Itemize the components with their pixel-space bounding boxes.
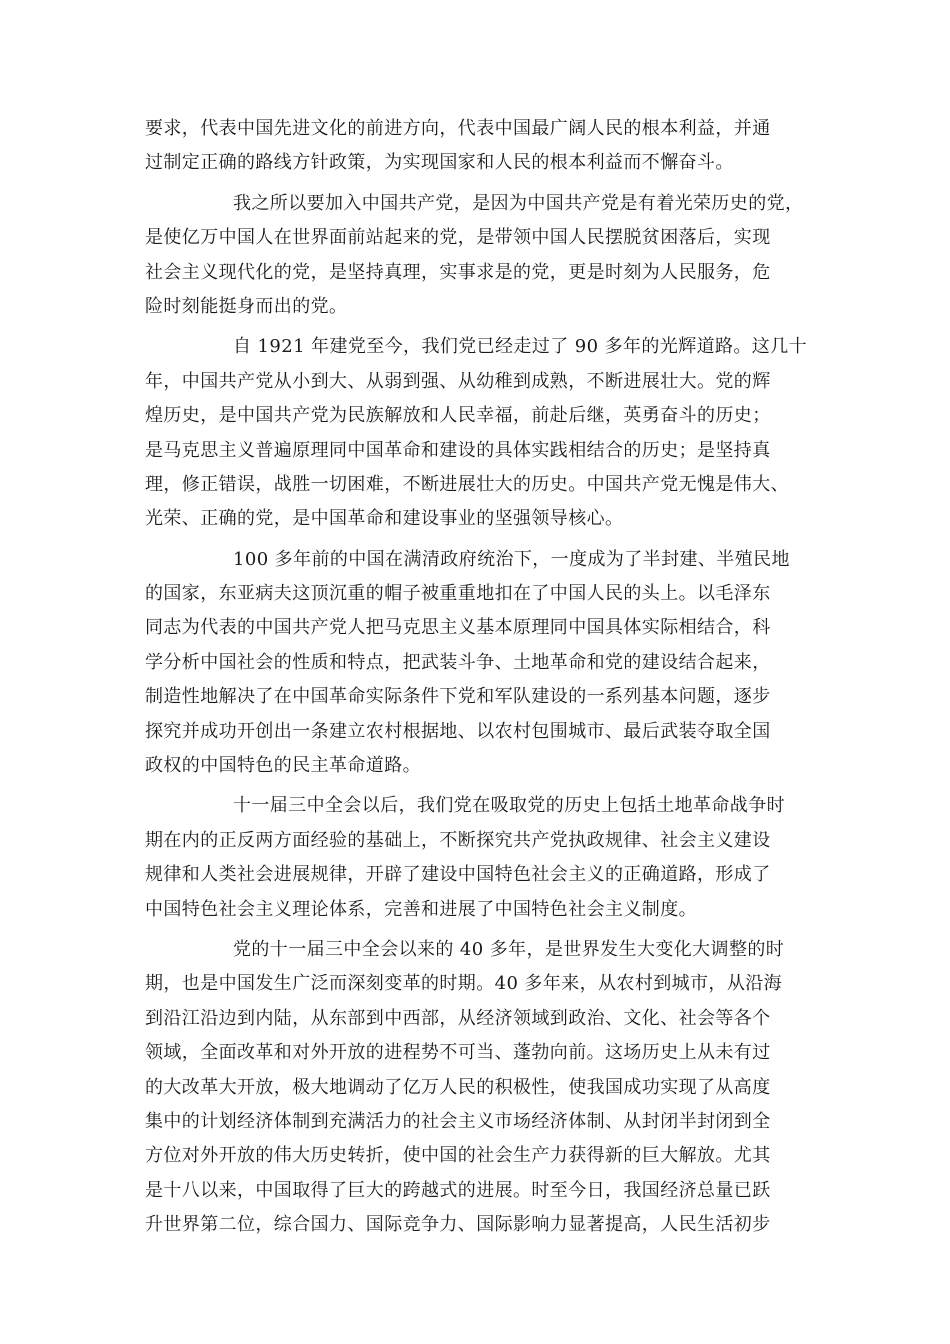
text-line: 学分析中国社会的性质和特点，把武装斗争、土地革命和党的建设结合起来，	[145, 651, 771, 673]
text-line: 自 1921 年建党至今，我们党已经走过了 90 多年的光辉道路。这几十	[233, 336, 807, 358]
text-line: 党的十一届三中全会以来的 40 多年，是世界发生大变化大调整的时	[233, 938, 785, 960]
text-line: 中国特色社会主义理论体系，完善和进展了中国特色社会主义制度。	[145, 898, 697, 920]
paragraph-2	[145, 187, 815, 325]
paragraph-1	[145, 112, 815, 181]
text-line: 升世界第二位，综合国力、国际竞争力、国际影响力显著提高，人民生活初步	[145, 1214, 771, 1236]
text-line: 煌历史，是中国共产党为民族解放和人民幸福，前赴后继，英勇奋斗的历史；	[145, 405, 771, 427]
text-line: 100 多年前的中国在满清政府统治下，一度成为了半封建、半殖民地	[233, 548, 790, 570]
text-line: 的大改革大开放，极大地调动了亿万人民的积极性，使我国成功实现了从高度	[145, 1076, 771, 1098]
paragraph-5	[145, 789, 815, 927]
text-line: 过制定正确的路线方针政策，为实现国家和人民的根本利益而不懈奋斗。	[145, 152, 734, 174]
text-line: 期在内的正反两方面经验的基础上，不断探究共产党执政规律、社会主义建设	[145, 829, 771, 851]
text-line: 期，也是中国发生广泛而深刻变革的时期。40 多年来，从农村到城市，从沿海	[145, 973, 783, 995]
text-line: 到沿江沿边到内陆，从东部到中西部，从经济领域到政治、文化、社会等各个	[145, 1007, 771, 1029]
text-line: 是十八以来，中国取得了巨大的跨越式的进展。时至今日，我国经济总量已跃	[145, 1179, 771, 1201]
text-line: 集中的计划经济体制到充满活力的社会主义市场经济体制、从封闭半封闭到全	[145, 1110, 771, 1132]
text-line: 的国家，东亚病夫这顶沉重的帽子被重重地扣在了中国人民的头上。以毛泽东	[145, 583, 771, 605]
text-line: 方位对外开放的伟大历史转折，使中国的社会生产力获得新的巨大解放。尤其	[145, 1145, 771, 1167]
document-body	[145, 112, 815, 1243]
paragraph-3	[145, 330, 815, 536]
text-line: 是马克思主义普遍原理同中国革命和建设的具体实践相结合的历史；是坚持真	[145, 439, 771, 461]
text-line: 理，修正错误，战胜一切困难，不断进展壮大的历史。中国共产党无愧是伟大、	[145, 473, 789, 495]
text-line: 要求，代表中国先进文化的前进方向，代表中国最广阔人民的根本利益，并通	[145, 118, 771, 139]
text-line: 年，中国共产党从小到大、从弱到强、从幼稚到成熟，不断进展壮大。党的辉	[145, 370, 771, 392]
paragraph-4	[145, 543, 815, 784]
text-line: 险时刻能挺身而出的党。	[145, 295, 348, 317]
text-line: 十一届三中全会以后，我们党在吸取党的历史上包括土地革命战争时	[233, 795, 785, 817]
text-line: 政权的中国特色的民主革命道路。	[145, 755, 421, 777]
text-line: 光荣、正确的党，是中国革命和建设事业的坚强领导核心。	[145, 508, 624, 530]
text-line: 制造性地解决了在中国革命实际条件下党和军队建设的一系列基本问题，逐步	[145, 686, 771, 708]
text-line: 同志为代表的中国共产党人把马克思主义基本原理同中国具体实际相结合，科	[145, 617, 771, 639]
text-line: 是使亿万中国人在世界面前站起来的党，是带领中国人民摆脱贫困落后，实现	[145, 227, 771, 249]
text-line: 探究并成功开创出一条建立农村根据地、以农村包围城市、最后武装夺取全国	[145, 720, 771, 742]
text-line: 规律和人类社会进展规律，开辟了建设中国特色社会主义的正确道路，形成了	[145, 864, 771, 886]
text-line: 领域，全面改革和对外开放的进程势不可当、蓬勃向前。这场历史上从未有过	[145, 1042, 771, 1064]
text-line: 我之所以要加入中国共产党，是因为中国共产党是有着光荣历史的党，	[233, 192, 804, 214]
text-line: 社会主义现代化的党，是坚持真理，实事求是的党，更是时刻为人民服务，危	[145, 261, 771, 283]
paragraph-6	[145, 933, 815, 1243]
